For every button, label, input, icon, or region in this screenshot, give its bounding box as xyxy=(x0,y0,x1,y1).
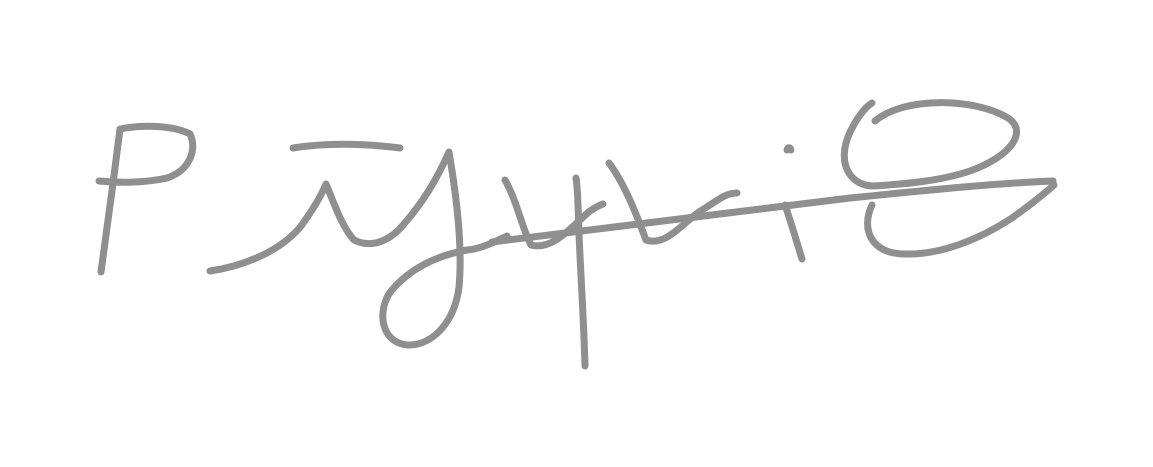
stroke-final-flourish xyxy=(844,103,1016,186)
signature-strokes xyxy=(99,103,1054,366)
stroke-letter-t-and-loop xyxy=(210,152,507,345)
stroke-i-stem xyxy=(785,205,802,259)
stroke-letter-p xyxy=(99,126,193,272)
stroke-letter-i-body xyxy=(609,163,737,241)
stroke-letter-t-bar xyxy=(293,144,400,148)
stroke-i-dot xyxy=(787,148,791,150)
stroke-long-descender xyxy=(576,178,585,366)
